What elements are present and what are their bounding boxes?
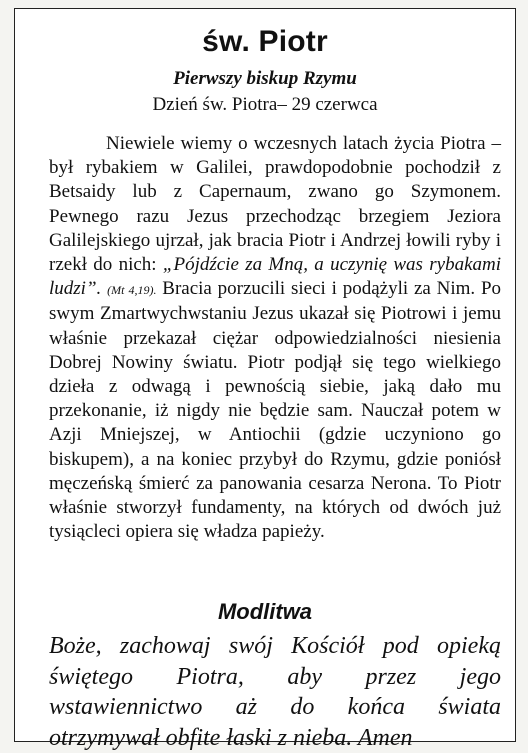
saint-subtitle: Pierwszy biskup Rzymu: [173, 68, 357, 89]
biography-text-part2: Bracia porzucili sieci i podążyli za Nim. Po swym Zmartwychwstaniu Jezus ukazał się Piotrowi i jemu właśnie przekazał ciężar odpowiedzialności niesienia Dobrej Nowiny światu. Piotr podjął się tego wielkiego dzieła z odwagą i pewnością siebie, jaką dało mu przekonanie, iż nigdy nie będzie sam. Nauczał potem w Azji Mniejszej, w Antiochii (gdzie uczyniono go biskupem), a na koniec przybył do Rzymu, gdzie poniósł męczeńską śmierć za panowania cesarza Nerona. To Piotr właśnie stworzył fundamenty, na których od dwóch już tysiącleci opiera się władza papieży.: [49, 278, 502, 543]
saint-name-title: św. Piotr: [202, 25, 328, 58]
prayer-text: Boże, zachowaj swój Kościół pod opieką świętego Piotra, aby przez jego wstawiennictwo aż do końca świata otrzymywał obfite łaski z nieba. Amen: [49, 633, 501, 751]
biography-paragraph: [49, 132, 501, 544]
biography-text-part1: Niewiele wiemy o wczesnych latach życia Piotra – był rybakiem w Galilei, prawdopodobnie pochodził z Betsaidy lub z Capernaum, zwano go Szymonem. Pewnego razu Jezus przechodząc brzegiem Jeziora Galilejskiego ujrzał, jak bracia Piotr i Andrzej łowili ryby i rzekł do nich:: [49, 133, 501, 276]
feast-date: Dzień św. Piotra– 29 czerwca: [152, 94, 378, 115]
prayer-heading: Modlitwa: [217, 599, 313, 624]
prayer-card: [14, 8, 516, 751]
scripture-reference: (Mt 4,19).: [107, 283, 157, 298]
scripture-quote: „Pójdźcie za Mną, a uczynię was rybakami ludzi”.: [49, 254, 501, 300]
